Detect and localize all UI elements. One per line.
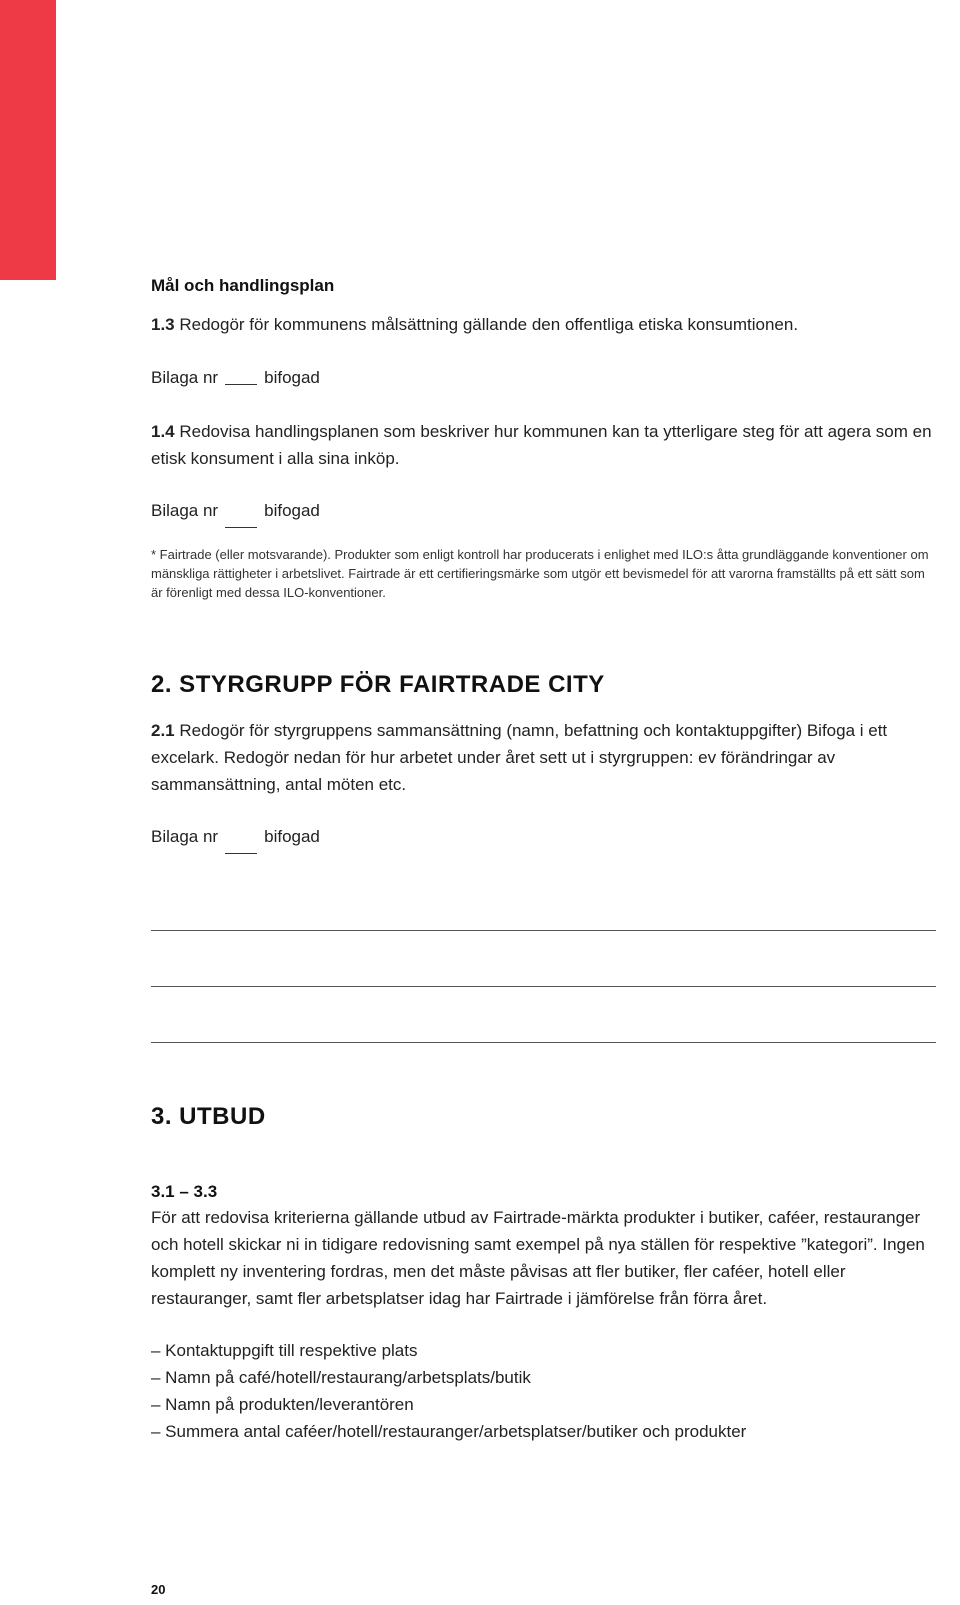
section-heading-goals: Mål och handlingsplan xyxy=(151,276,335,295)
item-number: 2.1 xyxy=(151,721,175,740)
section-heading-steering-group: 2. STYRGRUPP FÖR FAIRTRADE CITY xyxy=(151,671,605,698)
attachment-suffix: bifogad xyxy=(264,368,320,387)
answer-line-2[interactable] xyxy=(151,986,936,987)
footnote: * Fairtrade (eller motsvarande). Produkter som enligt kontroll har producerats i enlighet med ILO:s åtta grundläggande konventioner om mänskliga rättigheter i arbetslivet. Fairtrade är ett certifieringsmärke som utgör ett bevismedel för att varorna framställts på ett sätt som är förenligt med dessa ILO-konventioner. xyxy=(151,547,929,600)
red-edge-tab xyxy=(0,0,56,280)
attachment-number-blank[interactable] xyxy=(225,852,257,854)
item-text: Redogör för styrgruppens sammansättning (namn, befattning och kontaktuppgifter) Bifoga i ett excelark. Redogör nedan för hur arbetet under året sett ut i styrgruppen: ev förändringar av sammansättning, antal möten etc. xyxy=(151,721,888,794)
item-1-4 xyxy=(151,418,936,472)
list-item: – Kontaktuppgift till respektive plats xyxy=(151,1341,418,1360)
requirements-list xyxy=(151,1337,936,1445)
attachment-label: Bilaga nr xyxy=(151,368,219,387)
item-text: Redovisa handlingsplanen som beskriver hur kommunen kan ta ytterligare steg för att agera som en etisk konsument i alla sina inköp. xyxy=(151,422,932,468)
item-range-3-1-3-3: 3.1 – 3.3 xyxy=(151,1182,218,1201)
attachment-line-b xyxy=(151,501,936,528)
item-text: Redogör för kommunens målsättning gällande den offentliga etiska konsumtionen. xyxy=(179,315,799,334)
attachment-suffix: bifogad xyxy=(264,501,320,520)
supply-description: För att redovisa kriterierna gällande utbud av Fairtrade-märkta produkter i butiker, caféer, restauranger och hotell skickar ni in tidigare redovisning samt exempel på nya ställen för respektive ”kategori”. Ingen komplett ny inventering fordras, men det måste påvisas att fler butiker, fler caféer, hotell eller restauranger, samt fler arbetsplatser idag har Fairtrade i jämförelse från förra året. xyxy=(151,1208,925,1308)
attachment-suffix: bifogad xyxy=(264,827,320,846)
attachment-label: Bilaga nr xyxy=(151,827,219,846)
list-item: – Namn på café/hotell/restaurang/arbetsplats/butik xyxy=(151,1368,531,1387)
page-number: 20 xyxy=(151,1582,166,1597)
answer-line-3[interactable] xyxy=(151,1042,936,1043)
attachment-line-c xyxy=(151,827,936,854)
item-2-1 xyxy=(151,717,936,798)
attachment-line-a xyxy=(151,368,936,388)
attachment-label: Bilaga nr xyxy=(151,501,219,520)
item-number: 1.4 xyxy=(151,422,175,441)
attachment-number-blank[interactable] xyxy=(225,526,257,528)
section-heading-supply: 3. UTBUD xyxy=(151,1103,266,1130)
list-item: – Namn på produkten/leverantören xyxy=(151,1395,414,1414)
list-item: – Summera antal caféer/hotell/restauranger/arbetsplatser/butiker och produkter xyxy=(151,1422,747,1441)
attachment-number-blank[interactable] xyxy=(225,383,257,385)
item-1-3 xyxy=(151,311,936,338)
answer-line-1[interactable] xyxy=(151,930,936,931)
item-number: 1.3 xyxy=(151,315,175,334)
